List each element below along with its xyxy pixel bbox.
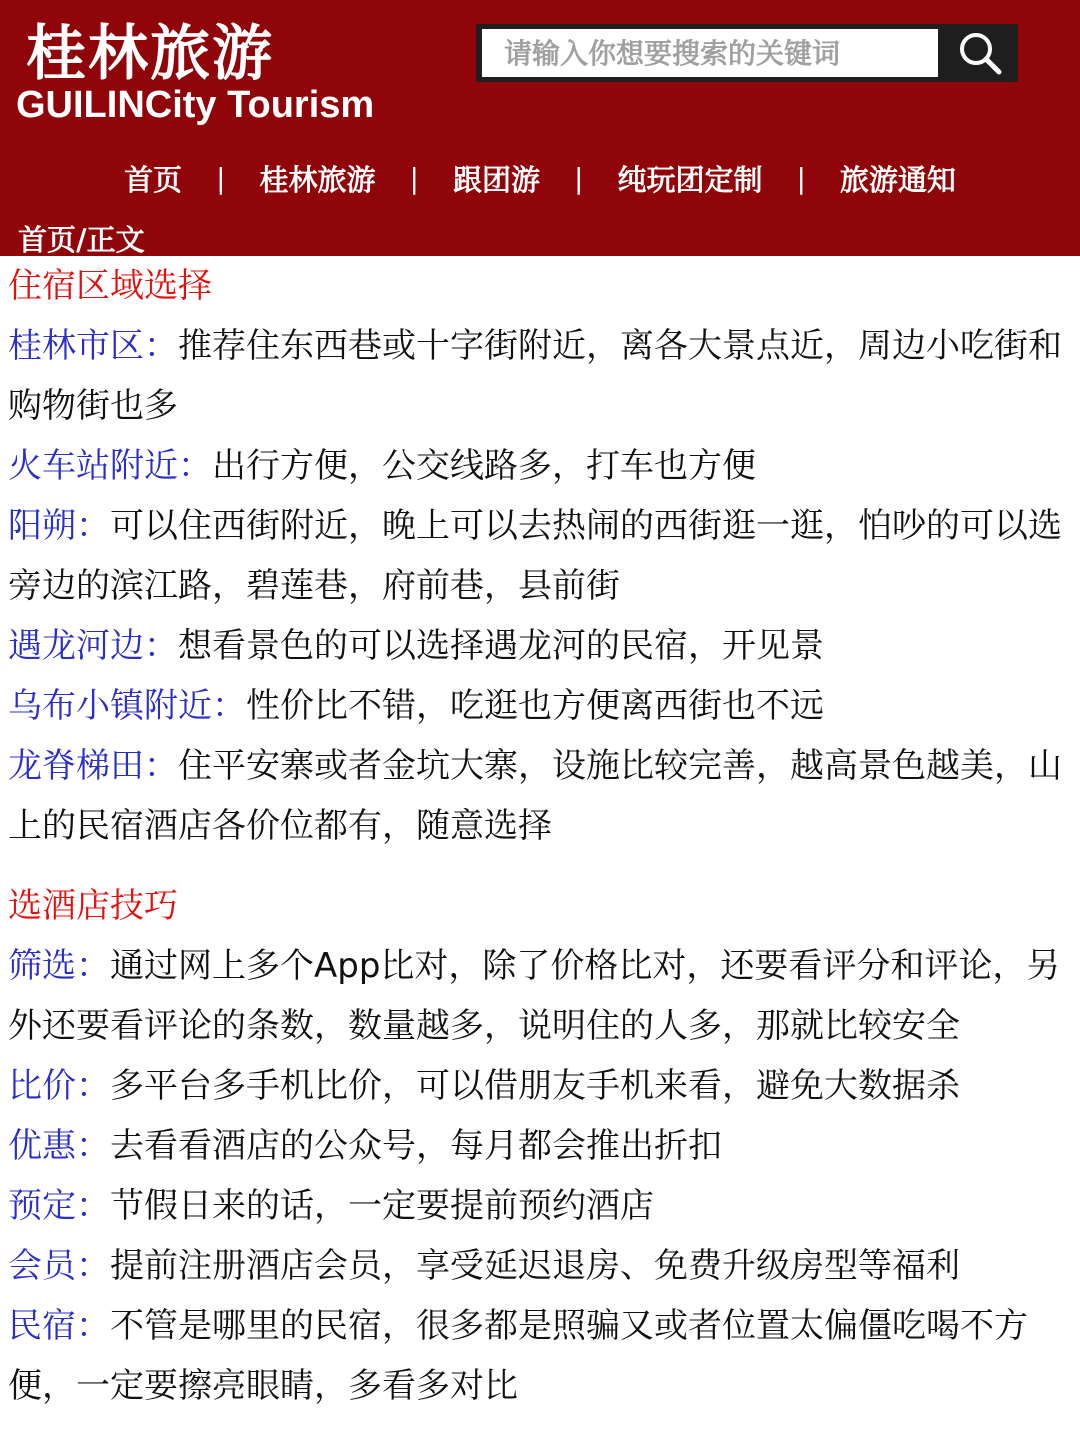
search-input[interactable]	[482, 29, 938, 77]
item-text: 多平台多手机比价，可以借朋友手机来看，避免大数据杀	[110, 1066, 960, 1106]
item-text: 去看看酒店的公众号，每月都会推出折扣	[110, 1126, 722, 1166]
nav-item-home[interactable]: 首页	[124, 162, 183, 197]
logo-subtitle: GUILINCity Tourism	[16, 84, 375, 126]
list-item	[8, 1116, 1072, 1176]
item-label: 预定：	[8, 1186, 110, 1226]
item-label: 优惠：	[8, 1126, 110, 1166]
nav-separator: |	[409, 161, 419, 195]
section-accommodation-area	[8, 256, 1072, 856]
list-item	[8, 1176, 1072, 1236]
item-text: 不管是哪里的民宿，很多都是照骗又或者位置太偏僵吃喝不方便，一定要擦亮眼睛，多看多对比	[8, 1306, 1028, 1406]
item-label: 民宿：	[8, 1306, 110, 1346]
section-spacer	[8, 856, 1072, 876]
list-item	[8, 316, 1072, 436]
item-label: 会员：	[8, 1246, 110, 1286]
article-content	[8, 256, 1072, 1416]
list-item	[8, 616, 1072, 676]
list-item	[8, 1296, 1072, 1416]
item-text: 节假日来的话，一定要提前预约酒店	[110, 1186, 654, 1226]
item-label: 龙脊梯田：	[8, 746, 178, 786]
item-text: 通过网上多个App比对，除了价格比对，还要看评分和评论，另外还要看评论的条数，数量越多，说明住的人多，那就比较安全	[8, 946, 1061, 1046]
nav-separator: |	[574, 161, 584, 195]
list-item	[8, 1236, 1072, 1296]
item-text: 提前注册酒店会员，享受延迟退房、免费升级房型等福利	[110, 1246, 960, 1286]
search-icon	[957, 30, 1003, 76]
nav-item-group-tour[interactable]: 跟团游	[452, 162, 540, 197]
site-header	[0, 0, 1080, 256]
nav-separator: |	[216, 161, 226, 195]
logo-title[interactable]: 桂林旅游	[26, 19, 274, 89]
item-text: 想看景色的可以选择遇龙河的民宿，开见景	[178, 626, 824, 666]
item-label: 比价：	[8, 1066, 110, 1106]
item-label: 桂林市区：	[8, 326, 178, 366]
list-item	[8, 496, 1072, 616]
item-text: 性价比不错，吃逛也方便离西街也不远	[246, 686, 824, 726]
item-text: 住平安寨或者金坑大寨，设施比较完善，越高景色越美，山上的民宿酒店各价位都有，随意选择	[8, 746, 1062, 846]
list-item	[8, 676, 1072, 736]
item-label: 火车站附近：	[8, 446, 212, 486]
section-title: 选酒店技巧	[8, 886, 178, 926]
nav-item-guilin-tourism[interactable]: 桂林旅游	[259, 162, 376, 197]
nav-item-notices[interactable]: 旅游通知	[839, 162, 956, 197]
item-label: 阳朔：	[8, 506, 110, 546]
list-item	[8, 1056, 1072, 1116]
nav-item-custom-tour[interactable]: 纯玩团定制	[617, 162, 763, 197]
item-label: 遇龙河边：	[8, 626, 178, 666]
list-item	[8, 736, 1072, 856]
breadcrumb[interactable]: 首页/正文	[18, 223, 145, 257]
item-text: 出行方便，公交线路多，打车也方便	[212, 446, 756, 486]
search-button[interactable]	[942, 24, 1018, 82]
item-text: 推荐住东西巷或十字街附近，离各大景点近，周边小吃街和购物街也多	[8, 326, 1062, 426]
list-item	[8, 936, 1072, 1056]
item-label: 乌布小镇附近：	[8, 686, 246, 726]
search-bar	[476, 24, 1018, 82]
section-title: 住宿区域选择	[8, 266, 212, 306]
main-nav	[0, 156, 1080, 200]
nav-separator: |	[796, 161, 806, 195]
section-hotel-tips	[8, 876, 1072, 1416]
item-label: 筛选：	[8, 946, 110, 986]
item-text: 可以住西街附近，晚上可以去热闹的西街逛一逛，怕吵的可以选旁边的滨江路，碧莲巷，府前巷，县前街	[8, 506, 1062, 606]
list-item	[8, 436, 1072, 496]
